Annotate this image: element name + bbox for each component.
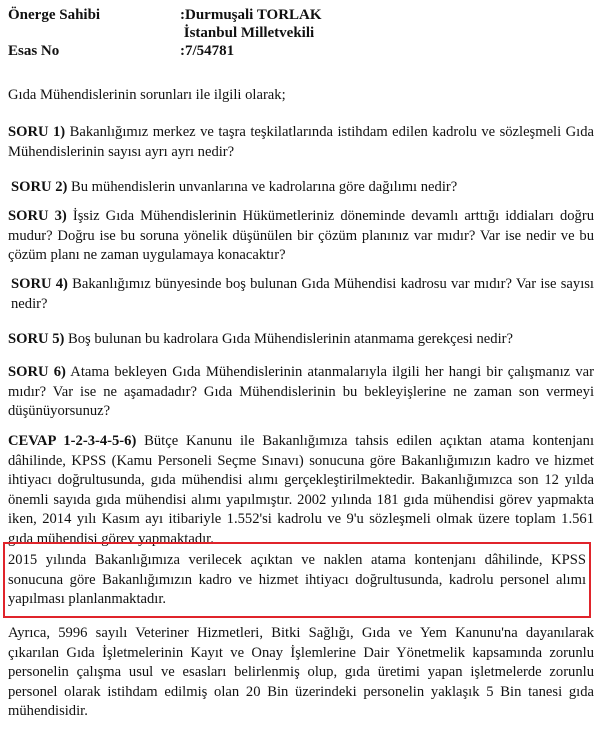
- intro-paragraph: Gıda Mühendislerinin sorunları ile ilgili olarak;: [8, 87, 286, 103]
- question-text: Bu mühendislerin unvanlarına ve kadrolarına göre dağılımı nedir?: [67, 179, 458, 195]
- owner-row: [8, 6, 322, 24]
- question-2: [11, 178, 597, 198]
- question-label: SORU 6): [8, 364, 66, 380]
- answer-label: CEVAP 1-2-3-4-5-6): [8, 433, 137, 449]
- question-label: SORU 1): [8, 124, 66, 140]
- question-label: SORU 4): [11, 276, 68, 292]
- answer-paragraph: [8, 432, 594, 549]
- question-text: Atama bekleyen Gıda Mühendislerinin atanmalarıyla ilgili her hangi bir çalışmanız var mıdır? Var ise ne aşamadadır? Gıda Mühendislerinin bu bekleyişlerine ne zaman son vermeyi düşünüyorsunuz?: [8, 364, 594, 419]
- question-label: SORU 3): [8, 208, 67, 224]
- closing-paragraph: Ayrıca, 5996 sayılı Veteriner Hizmetleri, Bitki Sağlığı, Gıda ve Yem Kanunu'na dayanılarak çıkarılan Gıda İşletmelerinin Kayıt ve Onay İşlemlerine Dair Yönetmelik kapsamında zorunlu personelin çalışma usul ve esasları belirlenmiş olup, gıda üretimi yapan işletmelerde zorunlu personel olarak istihdam edilmiş olan 20 Bin üzerindeki personelin yaklaşık 5 Bin tanesi gıda mühendisidir.: [8, 625, 594, 719]
- owner-name: :Durmuşali TORLAK: [180, 7, 322, 23]
- file-number-row: [8, 42, 322, 60]
- question-3: [8, 207, 594, 266]
- question-label: SORU 5): [8, 331, 65, 347]
- owner-role-row: [8, 24, 322, 42]
- question-text: Bakanlığımız merkez ve taşra teşkilatlarında istihdam edilen kadrolu ve sözleşmeli Gıda Mühendislerinin sayısı ayrı ayrı nedir?: [8, 124, 594, 160]
- answer-text: Bütçe Kanunu ile Bakanlığımıza tahsis edilen açıktan atama kontenjanı dâhilinde, KPSS (Kamu Personeli Seçme Sınavı) sonucuna göre Bakanlığımızın kadro ve hizmet ihtiyacı doğrultusunda, gıda mühendisi alımı gerçekleştirilmektedir. Bakanlığımızca son 12 yılda önemli sayıda gıda mühendisi alımı yapılmıştır. 2002 yılında 181 gıda mühendisi görev yapmakta iken, 2014 yılı Kasım ayı itibariyle 1.552'si kadrolu ve 9'u sözleşmeli olmak üzere toplam 1.561 gıda mühendisi görev yapmaktadır.: [8, 433, 594, 547]
- question-text: İşsiz Gıda Mühendislerinin Hükümetleriniz döneminde devamlı arttığı iddiaları doğru mudur? Doğru ise bu soruna yönelik düşünülen bir çözüm planınız var mıdır? Var ise nedir ve bu çözüm planı ne zaman uygulamaya konacaktır?: [8, 208, 594, 263]
- question-text: Boş bulunan bu kadrolara Gıda Mühendislerinin atanmama gerekçesi nedir?: [64, 331, 513, 347]
- question-5: [8, 330, 594, 350]
- file-number: :7/54781: [180, 43, 235, 59]
- question-1: [8, 123, 594, 162]
- question-6: [8, 363, 594, 422]
- question-4: [11, 275, 594, 314]
- highlighted-paragraph: 2015 yılında Bakanlığımıza verilecek açıktan ve naklen atama kontenjanı dâhilinde, KPSS sonucuna göre Bakanlığımızın kadro ve hizmet ihtiyacı doğrultusunda, kadrolu personel alımı yapılması planlanmaktadır.: [8, 552, 586, 607]
- question-label: SORU 2): [11, 179, 68, 195]
- document-header: [8, 6, 322, 60]
- question-text: Bakanlığımız bünyesinde boş bulunan Gıda Mühendisi kadrosu var mıdır? Var ise sayısı nedir?: [11, 276, 594, 312]
- file-label: Esas No: [8, 43, 60, 59]
- owner-role: İstanbul Milletvekili: [180, 25, 315, 41]
- owner-label: Önerge Sahibi: [8, 7, 101, 23]
